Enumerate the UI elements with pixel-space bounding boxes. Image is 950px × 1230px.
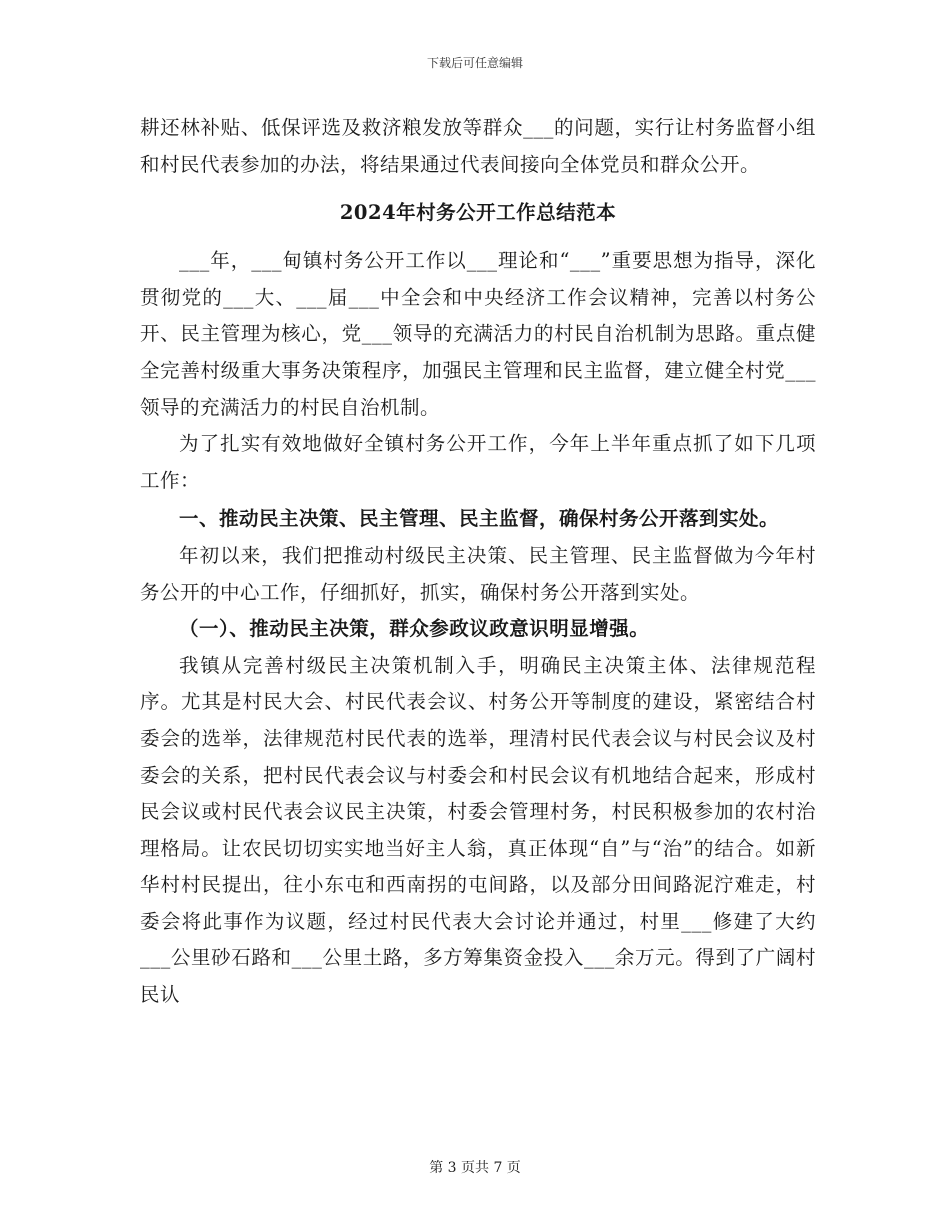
paragraph-subsection-1: 我镇从完善村级民主决策机制入手，明确民主决策主体、法律规范程序。尤其是村民大会、村民代表会议、村务公开等制度的建设，紧密结合村委会的选举，法律规范村民代表的选举，理清村民代表会议与村民会议及村委会的关系，把村民代表会议与村委会和村民会议有机地结合起来，形成村民会议或村民代表会议民主决策，村委会管理村务，村民积极参加的农村治理格局。让农民切切实实地当好主人翁，真正体现“自”与“治”的结合。如新华村村民提出，往小东屯和西南拐的屯间路，以及部分田间路泥泞难走，村委会将此事作为议题，经过村民代表大会讨论并通过，村里___修建了大约___公里砂石路和___公里土路，多方筹集资金投入___余万元。得到了广阔村民认 xyxy=(140,653,816,1007)
document-title: 2024年村务公开工作总结范本 xyxy=(339,201,617,225)
paragraph-section-1: 年初以来，我们把推动村级民主决策、民主管理、民主监督做为今年村务公开的中心工作，仔细抓好，抓实，确保村务公开落到实处。 xyxy=(140,543,816,604)
paragraph-continued: 耕还林补贴、低保评选及救济粮发放等群众___的问题，实行让村务监督小组和村民代表参加的办法，将结果通过代表间接向全体党员和群众公开。 xyxy=(140,116,816,176)
page-header: 下载后可任意编辑 xyxy=(426,56,523,70)
page-footer: 第 3 页共 7 页 xyxy=(429,1160,521,1176)
document-body xyxy=(140,110,816,1014)
paragraph-intro: ___年，___甸镇村务公开工作以___理论和“___”重要思想为指导，深化贯彻党的___大、___届___中全会和中央经济工作会议精神，完善以村务公开、民主管理为核心，党___领导的充满活力的村民自治机制为思路。重点健全完善村级重大事务决策程序，加强民主管理和民主监督，建立健全村党___领导的充满活力的村民自治机制。 xyxy=(140,249,816,419)
paragraph-overview: 为了扎实有效地做好全镇村务公开工作，今年上半年重点抓了如下几项工作： xyxy=(140,432,816,492)
subsection-heading-1: （一）、推动民主决策，群众参政议政意识明显增强。 xyxy=(179,617,650,641)
section-heading-1: 一、推动民主决策、民主管理、民主监督，确保村务公开落到实处。 xyxy=(179,507,780,531)
